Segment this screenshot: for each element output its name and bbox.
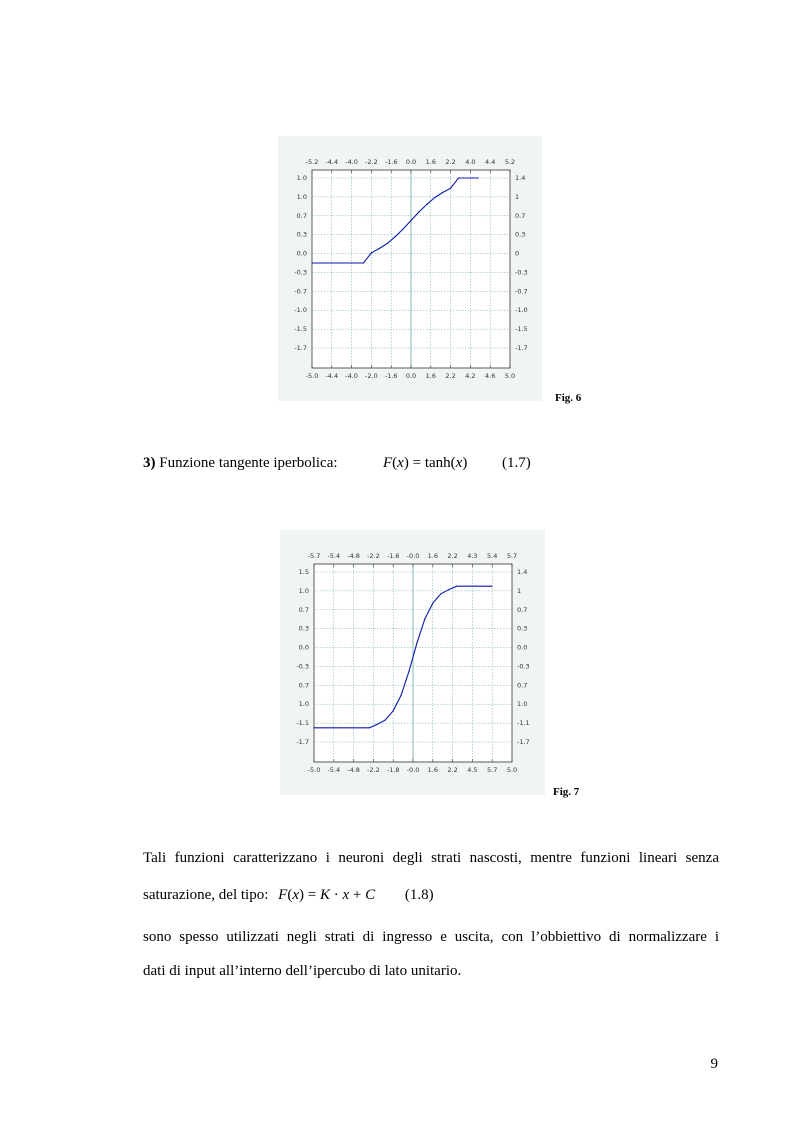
paren: )	[462, 455, 468, 471]
x-tick-label-top: 0.0	[405, 158, 417, 166]
paren: (	[287, 887, 293, 903]
fig6-chart	[278, 136, 542, 401]
equation-1-7-line	[143, 455, 338, 472]
figure-7	[280, 530, 545, 795]
y-tick-label-left: 0.0	[296, 249, 307, 258]
data-point	[311, 262, 312, 263]
data-point	[363, 262, 364, 263]
y-tick-label-right: -1.1	[517, 719, 530, 728]
y-tick-label-right: 0.3	[515, 230, 526, 239]
x-tick-label-bottom: 1.6	[427, 766, 438, 774]
y-tick-label-right: 0.7	[517, 605, 528, 614]
x-tick-label-top: 4.3	[467, 552, 478, 560]
y-tick-label-right: -0.3	[517, 662, 530, 671]
data-point	[456, 586, 457, 587]
dot: ·	[329, 887, 343, 903]
data-point	[369, 727, 370, 728]
y-tick-label-left: 1.0	[296, 192, 307, 201]
data-point	[478, 177, 479, 178]
fig6-caption: Fig. 6	[555, 392, 582, 404]
y-tick-label-right: 0.7	[515, 211, 526, 220]
x-tick-label-top: 4.0	[465, 158, 476, 166]
y-tick-label-right: -1.7	[515, 344, 528, 352]
y-tick-label-right: 1.0	[517, 700, 528, 709]
data-point	[434, 197, 435, 198]
x-tick-label-top: -0.0	[406, 552, 420, 560]
y-tick-label-left: 1.0	[296, 174, 307, 182]
y-tick-label-left: -1.1	[296, 719, 309, 728]
y-tick-label-right: 0.7	[517, 681, 528, 690]
x-tick-label-bottom: 5.7	[487, 766, 498, 774]
data-point	[395, 236, 396, 237]
x-tick-label-top: 1.6	[425, 158, 436, 166]
data-point	[448, 589, 449, 590]
x-tick-label-bottom: 5.0	[504, 372, 516, 380]
equals: =	[303, 887, 320, 903]
x-tick-label-top: 4.4	[485, 158, 496, 166]
plus: +	[349, 887, 366, 903]
x-tick-label-bottom: -4.8	[347, 766, 360, 774]
k-symbol: K	[319, 887, 330, 903]
x-tick-label-bottom: -5.4	[327, 766, 341, 774]
y-tick-label-right: -1.5	[515, 325, 528, 334]
data-point	[385, 719, 386, 720]
data-point	[426, 204, 427, 205]
y-tick-label-right: -1.0	[515, 306, 528, 315]
x-tick-label-bottom: 0.0	[405, 372, 417, 380]
x-tick-label-bottom: -5.0	[307, 766, 321, 774]
x-tick-label-bottom: 2.2	[445, 372, 456, 380]
x-tick-label-top: 2.2	[447, 552, 458, 560]
y-tick-label-right: 1.4	[517, 568, 528, 576]
x-tick-label-top: -5.4	[327, 552, 341, 560]
y-tick-label-right: -0.3	[515, 268, 528, 277]
data-point	[412, 656, 413, 657]
x-tick-label-bottom: -2.2	[367, 766, 380, 774]
tanh-fn: tanh	[424, 455, 451, 471]
formula-1-8	[278, 887, 375, 903]
c-symbol: C	[365, 887, 376, 903]
x-tick-label-bottom: -1.8	[386, 766, 400, 774]
data-point	[387, 243, 388, 244]
y-tick-label-left: 0.7	[298, 681, 309, 690]
y-tick-label-right: 1.4	[515, 174, 526, 182]
x-tick-label-top: -4.4	[325, 158, 339, 166]
x-tick-label-top: -1.6	[384, 158, 398, 166]
data-point	[410, 220, 411, 221]
paragraph-line-1: Tali funzioni caratterizzano i neuroni degli strati nascosti, mentre funzioni lineari senza	[143, 850, 719, 866]
data-point	[418, 211, 419, 212]
data-point	[450, 188, 451, 189]
y-tick-label-left: 0.3	[296, 230, 307, 239]
equation-number-1-8: (1.8)	[404, 887, 434, 903]
data-point	[440, 593, 441, 594]
x-tick-label-top: 1.6	[427, 552, 438, 560]
x-tick-label-top: -2.2	[367, 552, 380, 560]
data-point	[377, 724, 378, 725]
x-tick-label-top: -2.2	[365, 158, 378, 166]
x-tick-label-bottom: 2.2	[447, 766, 458, 774]
paren: (	[450, 455, 456, 471]
x-tick-label-top: -5.2	[305, 158, 319, 166]
f-symbol: F	[278, 887, 288, 903]
x-tick-label-top: -5.7	[307, 552, 321, 560]
formula-1-7	[383, 455, 467, 472]
equation-number-1-7: (1.7)	[502, 455, 531, 471]
data-point	[313, 727, 314, 728]
line2-text: saturazione, del tipo:	[143, 887, 269, 903]
y-tick-label-left: 1.0	[298, 586, 309, 595]
y-tick-label-left: -1.0	[294, 306, 307, 315]
y-tick-label-left: 0.7	[296, 211, 307, 220]
data-point	[401, 695, 402, 696]
y-tick-label-left: -1.7	[296, 738, 309, 746]
equals: =	[408, 455, 425, 471]
x-tick-label-bottom: -1.6	[384, 372, 398, 380]
paren: )	[403, 455, 409, 471]
data-point	[491, 586, 492, 587]
y-tick-label-left: 0.7	[298, 605, 309, 614]
item-text: Funzione tangente iperbolica:	[155, 455, 338, 471]
y-tick-label-right: 0.3	[517, 624, 528, 633]
paren: )	[298, 887, 304, 903]
x-tick-label-top: 5.7	[506, 552, 518, 560]
data-point	[408, 671, 409, 672]
paren: (	[392, 455, 398, 471]
y-tick-label-right: 1	[515, 192, 520, 201]
x-tick-label-top: 5.2	[504, 158, 516, 166]
y-tick-label-left: -1.5	[294, 325, 307, 334]
x-tick-label-bottom: -4.4	[325, 372, 339, 380]
y-tick-label-left: -0.7	[294, 287, 307, 296]
y-tick-label-right: 1	[517, 586, 522, 595]
x-symbol: x	[397, 455, 404, 471]
y-tick-label-left: -0.3	[294, 268, 307, 277]
y-tick-label-left: 0.3	[298, 624, 309, 633]
paragraph-line-2	[143, 887, 434, 904]
page-number: 9	[710, 1056, 718, 1072]
x-tick-label-top: 5.4	[487, 552, 498, 560]
x-symbol: x	[455, 455, 463, 471]
data-point	[442, 192, 443, 193]
paragraph-line-3: sono spesso utilizzati negli strati di ingresso e uscita, con l’obbiettivo di normalizzare i	[143, 929, 719, 945]
x-tick-label-top: 2.2	[445, 158, 456, 166]
data-point	[424, 618, 425, 619]
y-tick-label-left: -1.7	[294, 344, 307, 352]
data-point	[402, 228, 403, 229]
data-point	[416, 642, 417, 643]
x-tick-label-bottom: -5.0	[305, 372, 319, 380]
f-symbol: F	[383, 455, 393, 471]
x-tick-label-bottom: 1.6	[425, 372, 436, 380]
x-tick-label-top: -4.8	[347, 552, 360, 560]
y-tick-label-right: 0.0	[517, 643, 528, 652]
figure-6	[278, 136, 542, 401]
x-tick-label-bottom: 5.0	[506, 766, 518, 774]
x-tick-label-bottom: 4.6	[485, 372, 496, 380]
y-tick-label-left: -0.3	[296, 662, 309, 671]
fig7-chart	[280, 530, 545, 795]
y-tick-label-right: -0.7	[515, 287, 528, 296]
fig7-caption: Fig. 7	[553, 786, 580, 798]
data-point	[393, 710, 394, 711]
x-tick-label-top: -4.0	[345, 158, 358, 166]
x-tick-label-bottom: 4.5	[467, 766, 478, 774]
x-tick-label-bottom: -4.0	[345, 372, 358, 380]
data-point	[458, 177, 459, 178]
y-tick-label-left: 1.5	[298, 568, 309, 576]
y-tick-label-right: 0	[515, 249, 520, 258]
item-number: 3)	[143, 455, 156, 471]
x-tick-label-bottom: -0.0	[406, 766, 420, 774]
x-tick-label-top: -1.6	[386, 552, 400, 560]
x-symbol: x	[292, 887, 299, 903]
x-tick-label-bottom: -2.0	[365, 372, 378, 380]
x-tick-label-bottom: 4.2	[465, 372, 476, 380]
paragraph-line-4: dati di input all’interno dell’ipercubo di lato unitario.	[143, 963, 462, 979]
y-tick-label-left: 0.0	[298, 643, 309, 652]
data-point	[371, 252, 372, 253]
y-tick-label-right: -1.7	[517, 738, 530, 746]
data-point	[379, 248, 380, 249]
data-point	[432, 603, 433, 604]
x-symbol: x	[342, 887, 350, 903]
y-tick-label-left: 1.0	[298, 700, 309, 709]
